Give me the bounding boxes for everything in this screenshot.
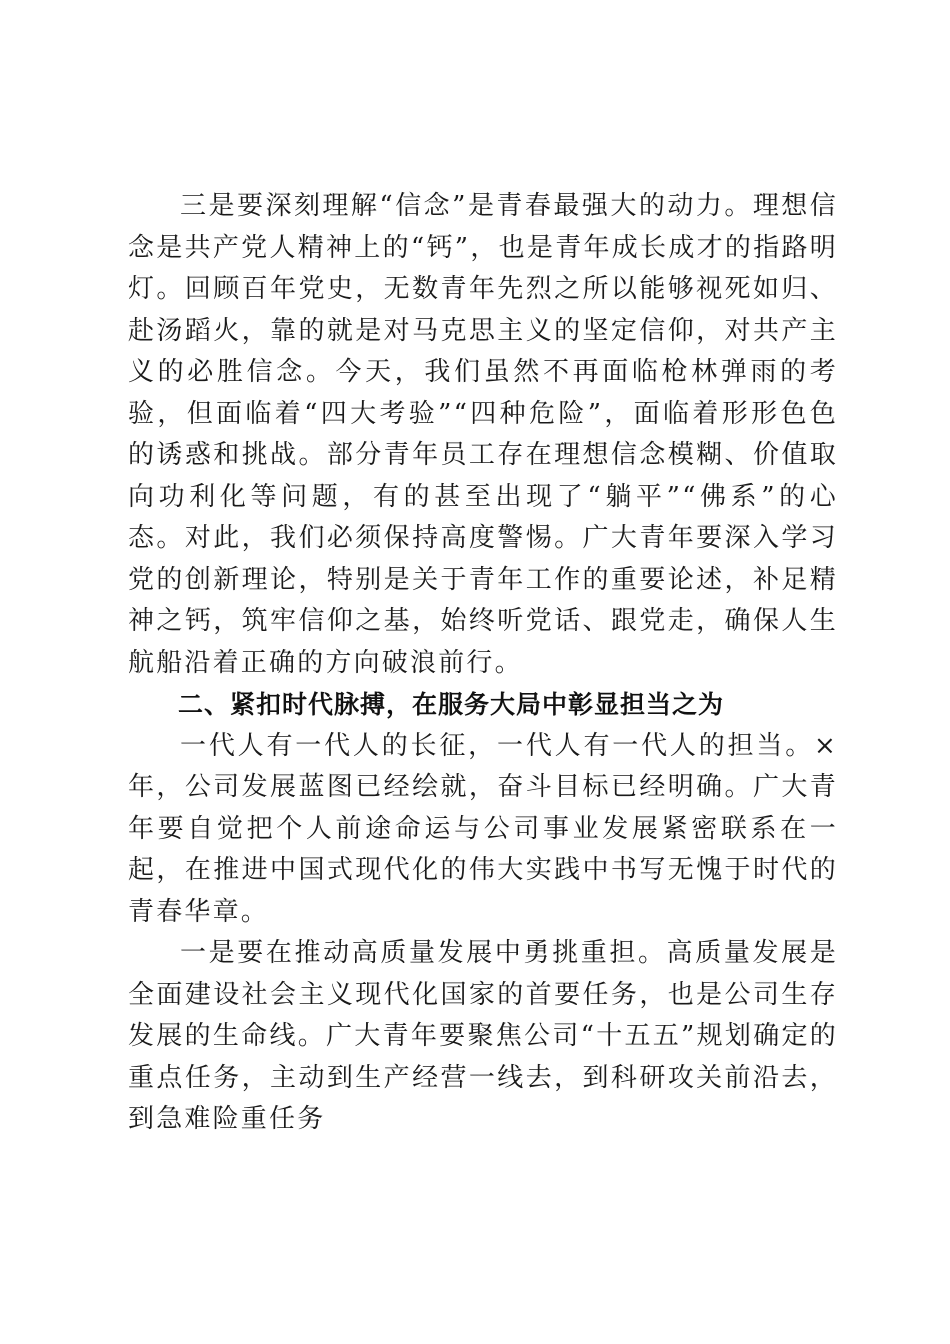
paragraph-high-quality-development: 一是要在推动高质量发展中勇挑重担。高质量发展是全面建设社会主义现代化国家的首要任务，也是公司生存发展的生命线。广大青年要聚焦公司“十五五”规划确定的重点任务，主动到生产经营一线去，到科研攻关前沿去，到急难险重任务: [128, 938, 838, 1134]
section-heading-2: 二、紧扣时代脉搏，在服务大局中彰显担当之为: [178, 690, 725, 719]
paragraph-mission: 一代人有一代人的长征，一代人有一代人的担当。×年，公司发展蓝图已经绘就，奋斗目标已经明确。广大青年要自觉把个人前途命运与公司事业发展紧密联系在一起，在推进中国式现代化的伟大实践中书写无愧于时代的青春华章。: [128, 730, 838, 927]
document-page: [128, 186, 838, 1141]
paragraph-belief: 三是要深刻理解“信念”是青春最强大的动力。理想信念是共产党人精神上的“钙”，也是青年成长成才的指路明灯。回顾百年党史，无数青年先烈之所以能够视死如归、赴汤蹈火，靠的就是对马克思主义的坚定信仰，对共产主义的必胜信念。今天，我们虽然不再面临枪林弹雨的考验，但面临着“四大考验”“四种危险”，面临着形形色色的诱惑和挑战。部分青年员工存在理想信念模糊、价值取向功利化等问题，有的甚至出现了“躺平”“佛系”的心态。对此，我们必须保持高度警惕。广大青年要深入学习党的创新理论，特别是关于青年工作的重要论述，补足精神之钙，筑牢信仰之基，始终听党话、跟党走，确保人生航船沿着正确的方向破浪前行。: [128, 191, 838, 678]
